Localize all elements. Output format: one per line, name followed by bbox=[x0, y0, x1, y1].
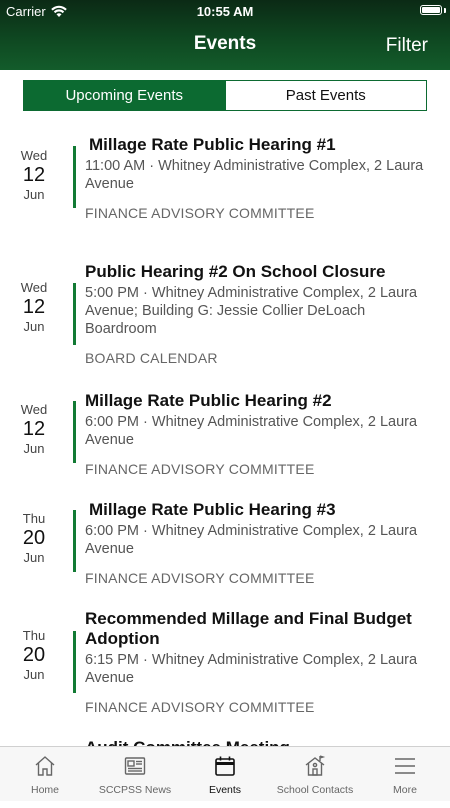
event-title: Public Hearing #2 On School Closure bbox=[85, 262, 386, 281]
event-divider bbox=[73, 146, 76, 208]
event-title: Millage Rate Public Hearing #3 bbox=[89, 500, 336, 519]
event-divider bbox=[73, 510, 76, 572]
event-category: FINANCE ADVISORY COMMITTEE bbox=[85, 699, 315, 715]
bottom-tab-bar bbox=[0, 746, 450, 801]
event-body bbox=[85, 391, 438, 477]
tab-label: Events bbox=[208, 784, 242, 796]
event-title: Millage Rate Public Hearing #1 bbox=[89, 135, 336, 154]
event-body bbox=[85, 135, 438, 221]
event-item[interactable] bbox=[0, 376, 450, 485]
event-weekday: Wed bbox=[20, 280, 48, 295]
event-month: Jun bbox=[23, 319, 45, 334]
event-body bbox=[85, 609, 438, 715]
event-month: Jun bbox=[23, 550, 45, 565]
event-detail: 5:00 PM · Whitney Administrative Complex, 2 Laura Avenue; Building G: Jessie Collier DeLoach Boardroom bbox=[85, 285, 418, 337]
event-weekday: Wed bbox=[20, 402, 48, 417]
event-detail: 11:00 AM · Whitney Administrative Complex, 2 Laura Avenue bbox=[85, 158, 424, 192]
event-title: Recommended Millage and Final Budget Adoption bbox=[85, 609, 412, 648]
tab-label: More bbox=[393, 784, 417, 796]
event-body bbox=[85, 262, 438, 366]
event-category: FINANCE ADVISORY COMMITTEE bbox=[85, 570, 315, 586]
page-title: Events bbox=[193, 33, 257, 54]
event-weekday: Thu bbox=[22, 628, 46, 643]
battery-icon bbox=[420, 5, 442, 15]
calendar-icon bbox=[213, 754, 237, 778]
filter-button[interactable]: Filter bbox=[385, 35, 428, 56]
event-item[interactable] bbox=[0, 594, 450, 723]
event-detail: 6:15 PM · Whitney Administrative Complex, 2 Laura Avenue bbox=[85, 652, 418, 686]
event-month: Jun bbox=[23, 441, 45, 456]
event-date bbox=[10, 628, 58, 682]
battery-tip bbox=[444, 8, 446, 13]
menu-icon bbox=[393, 754, 417, 778]
nav-header bbox=[0, 0, 450, 70]
event-date bbox=[10, 148, 58, 202]
tab-events[interactable] bbox=[180, 747, 270, 801]
tab-more[interactable] bbox=[360, 747, 450, 801]
tab-past-events[interactable]: Past Events bbox=[225, 81, 427, 110]
event-weekday: Wed bbox=[20, 148, 48, 163]
tab-label: SCCPSS News bbox=[98, 784, 172, 796]
carrier-label: Carrier bbox=[6, 4, 46, 19]
event-category: BOARD CALENDAR bbox=[85, 350, 218, 366]
event-item[interactable] bbox=[0, 247, 450, 376]
event-date bbox=[10, 402, 58, 456]
tab-sccpss-news[interactable] bbox=[90, 747, 180, 801]
event-day: 20 bbox=[22, 644, 46, 666]
event-day: 20 bbox=[22, 527, 46, 549]
event-item[interactable] bbox=[0, 120, 450, 247]
event-divider bbox=[73, 283, 76, 345]
tab-label: School Contacts bbox=[276, 784, 354, 796]
event-category: FINANCE ADVISORY COMMITTEE bbox=[85, 205, 315, 221]
event-title: Millage Rate Public Hearing #2 bbox=[85, 391, 332, 410]
event-category: FINANCE ADVISORY COMMITTEE bbox=[85, 461, 315, 477]
home-icon bbox=[33, 754, 57, 778]
event-item[interactable] bbox=[0, 485, 450, 594]
event-date bbox=[10, 511, 58, 565]
clock: 10:55 AM bbox=[196, 4, 254, 19]
school-icon bbox=[303, 754, 327, 778]
event-divider bbox=[73, 631, 76, 693]
status-bar bbox=[0, 0, 450, 22]
tab-label: Home bbox=[30, 784, 59, 796]
event-detail: 6:00 PM · Whitney Administrative Complex, 2 Laura Avenue bbox=[85, 523, 418, 557]
event-month: Jun bbox=[23, 187, 45, 202]
event-weekday: Thu bbox=[22, 511, 46, 526]
events-list bbox=[0, 120, 450, 746]
event-date bbox=[10, 280, 58, 334]
event-body bbox=[85, 500, 438, 586]
events-segmented-control bbox=[23, 80, 427, 111]
tab-school-contacts[interactable] bbox=[270, 747, 360, 801]
event-detail: 6:00 PM · Whitney Administrative Complex, 2 Laura Avenue bbox=[85, 414, 418, 448]
event-divider bbox=[73, 401, 76, 463]
event-day: 12 bbox=[22, 164, 46, 186]
tab-upcoming-events[interactable]: Upcoming Events bbox=[24, 81, 225, 110]
event-day: 12 bbox=[22, 296, 46, 318]
event-month: Jun bbox=[23, 667, 45, 682]
news-icon bbox=[123, 754, 147, 778]
event-day: 12 bbox=[22, 418, 46, 440]
tab-home[interactable] bbox=[0, 747, 90, 801]
